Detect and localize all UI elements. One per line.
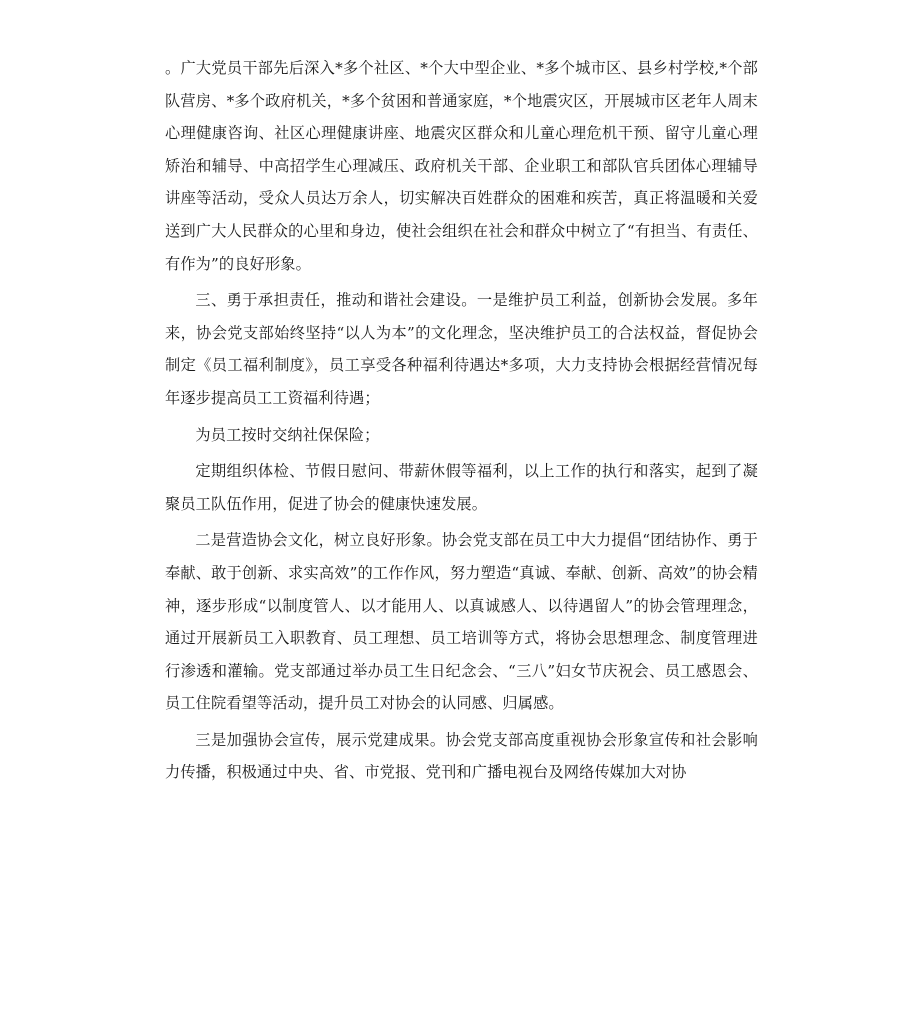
paragraph-4: 定期组织体检、节假日慰问、带薪休假等福利，以上工作的执行和落实，起到了凝聚员工队伍作用，促进了协会的健康快速发展。 bbox=[165, 462, 758, 513]
paragraph-6: 三是加强协会宣传，展示党建成果。协会党支部高度重视协会形象宣传和社会影响力传播，积极通过中央、省、市党报、党刊和广播电视台及网络传媒加大对协 bbox=[165, 730, 758, 782]
paragraph-1: 。广大党员干部先后深入*多个社区、*个大中型企业、*多个城市区、县乡村学校,*个部队营房、*多个政府机关，*多个贫困和普通家庭，*个地震灾区，开展城市区老年人周末心理健康咨询、社区心理健康讲座、地震灾区群众和儿童心理危机干预、留守儿童心理矫治和辅导、中高招学生心理减压、政府机关干部、企业职工和部队官兵团体心理辅导讲座等活动，受众人员达万余人，切实解决百姓群众的困难和疾苦，真正将温暖和关爱送到广大人民群众的心里和身边，使社会组织在社会和群众中树立了“有担当、有责任、有作为”的良好形象。 bbox=[165, 59, 758, 273]
paragraph-5: 二是营造协会文化，树立良好形象。协会党支部在员工中大力提倡“团结协作、勇于奉献、敢于创新、求实高效”的工作作风，努力塑造“真诚、奉献、创新、高效”的协会精神，逐步形成“以制度管人、以才能用人、以真诚感人、以待遇留人”的协会管理理念，通过开展新员工入职教育、员工理想、员工培训等方式，将协会思想理念、制度管理进行渗透和灌输。党支部通过举办员工生日纪念会、“三八”妇女节庆祝会、员工感恩会、员工住院看望等活动，提升员工对协会的认同感、归属感。 bbox=[165, 531, 758, 713]
paragraph-2: 三、勇于承担责任，推动和谐社会建设。一是维护员工利益，创新协会发展。多年来，协会党支部始终坚持“以人为本”的文化理念，坚决维护员工的合法权益，督促协会制定《员工福利制度》，员工享受各种福利待遇达*多项，大力支持协会根据经营情况每年逐步提高员工工资福利待遇； bbox=[165, 291, 758, 407]
paragraph-3: 为员工按时交纳社保保险； bbox=[195, 425, 380, 444]
document-page bbox=[165, 52, 758, 793]
